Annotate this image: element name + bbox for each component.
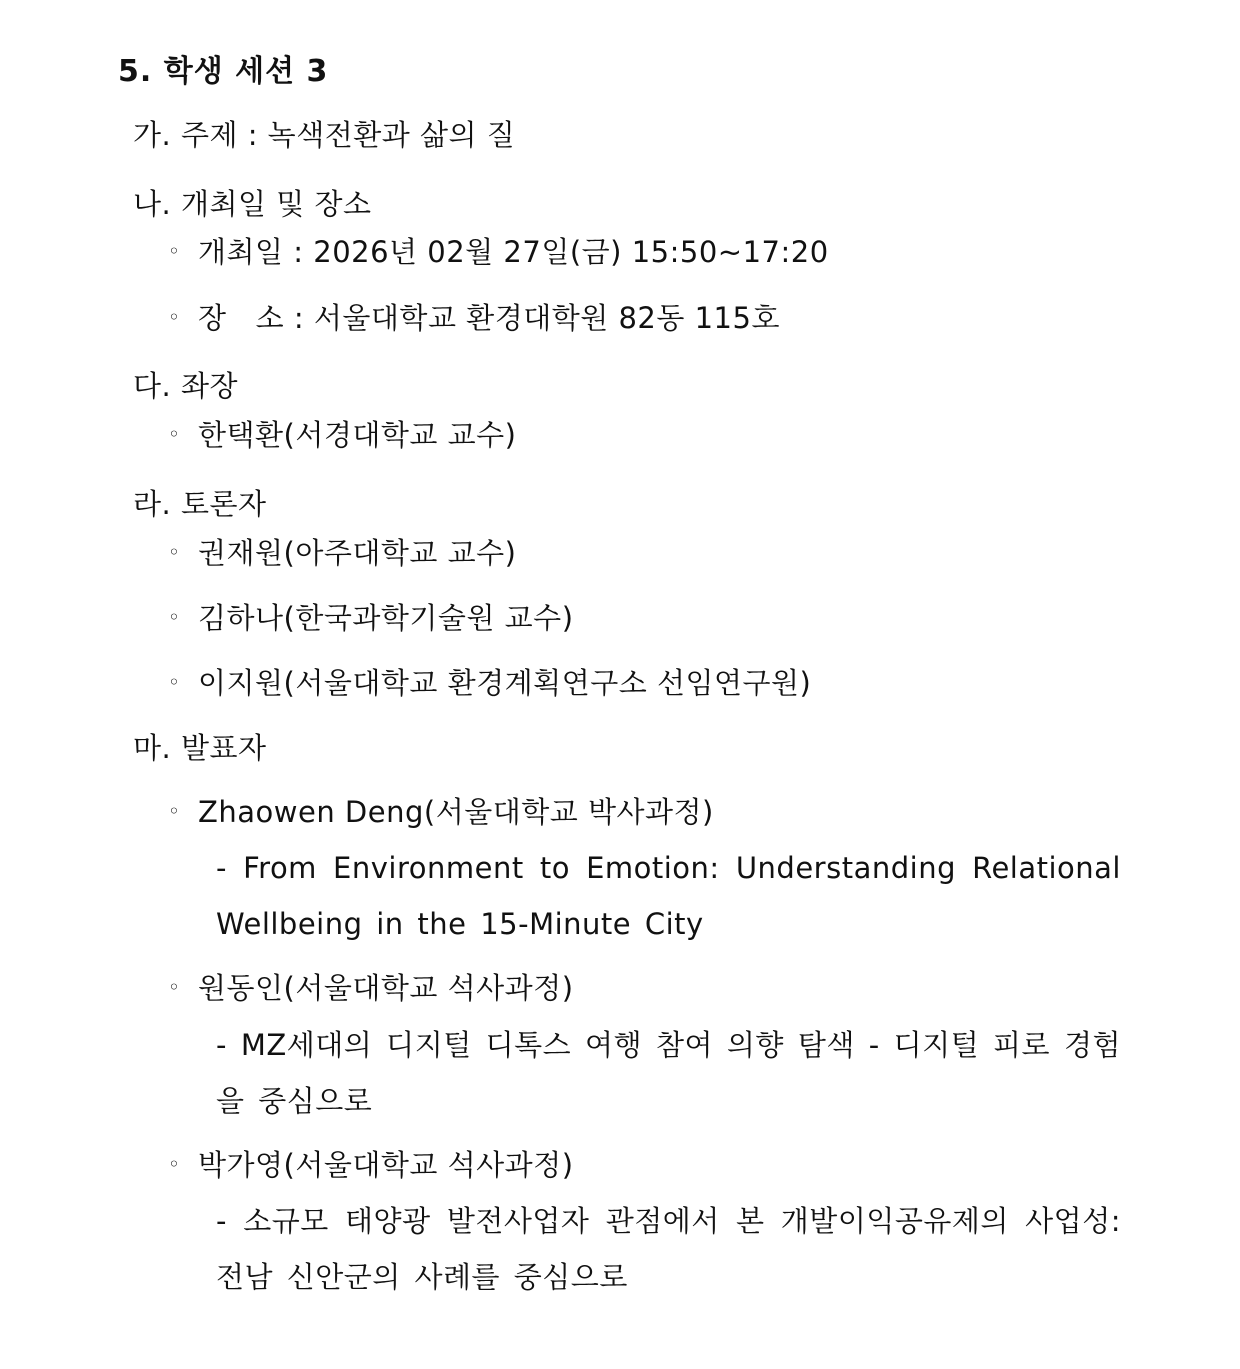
bullet-icon: ◦ <box>168 305 181 329</box>
presenters-heading: 마. 발표자 <box>133 731 267 765</box>
presenter-item <box>168 1145 574 1187</box>
schedule-heading: 나. 개최일 및 장소 <box>133 187 372 221</box>
discussant-name: 김하나(한국과학기술원 교수) <box>198 601 574 635</box>
place-text: 장 소 : 서울대학교 환경대학원 82동 115호 <box>198 301 780 335</box>
presenter-name: 박가영(서울대학교 석사과정) <box>198 1148 574 1182</box>
presenter-item <box>168 968 574 1010</box>
discussant-name: 이지원(서울대학교 환경계획연구소 선임연구원) <box>198 666 812 700</box>
presenter-name: Zhaowen Deng(서울대학교 박사과정) <box>198 795 714 829</box>
discussant-item <box>168 533 517 575</box>
date-text: 개최일 : 2026년 02월 27일(금) 15:50~17:20 <box>198 235 829 269</box>
presentation-title: - MZ세대의 디지털 디톡스 여행 참여 의향 탐색 - 디지털 피로 경험을 중심으로 <box>216 1028 1121 1118</box>
bullet-icon: ◦ <box>168 799 181 823</box>
bullet-icon: ◦ <box>168 670 181 694</box>
bullet-icon: ◦ <box>168 239 181 263</box>
chair-item <box>168 415 517 457</box>
presenter-name: 원동인(서울대학교 석사과정) <box>198 971 574 1005</box>
date-item <box>168 232 829 274</box>
bullet-icon: ◦ <box>168 540 181 564</box>
discussant-item <box>168 663 811 705</box>
presenter-item <box>168 792 714 834</box>
bullet-icon: ◦ <box>168 1152 181 1176</box>
bullet-icon: ◦ <box>168 975 181 999</box>
discussants-heading: 라. 토론자 <box>133 487 267 521</box>
chair-heading: 다. 좌장 <box>133 369 238 403</box>
discussant-item <box>168 598 574 640</box>
topic-heading: 가. 주제 : 녹색전환과 삶의 질 <box>133 118 516 152</box>
discussant-name: 권재원(아주대학교 교수) <box>198 536 517 570</box>
place-item <box>168 298 780 340</box>
bullet-icon: ◦ <box>168 422 181 446</box>
bullet-icon: ◦ <box>168 605 181 629</box>
section-title: 5. 학생 세션 3 <box>118 54 329 89</box>
presentation-title: - 소규모 태양광 발전사업자 관점에서 본 개발이익공유제의 사업성: 전남 신안군의 사례를 중심으로 <box>216 1204 1121 1294</box>
presentation-title: - From Environment to Emotion: Understanding Relational Wellbeing in the 15-Minute City <box>216 851 1121 941</box>
chair-name: 한택환(서경대학교 교수) <box>198 418 517 452</box>
